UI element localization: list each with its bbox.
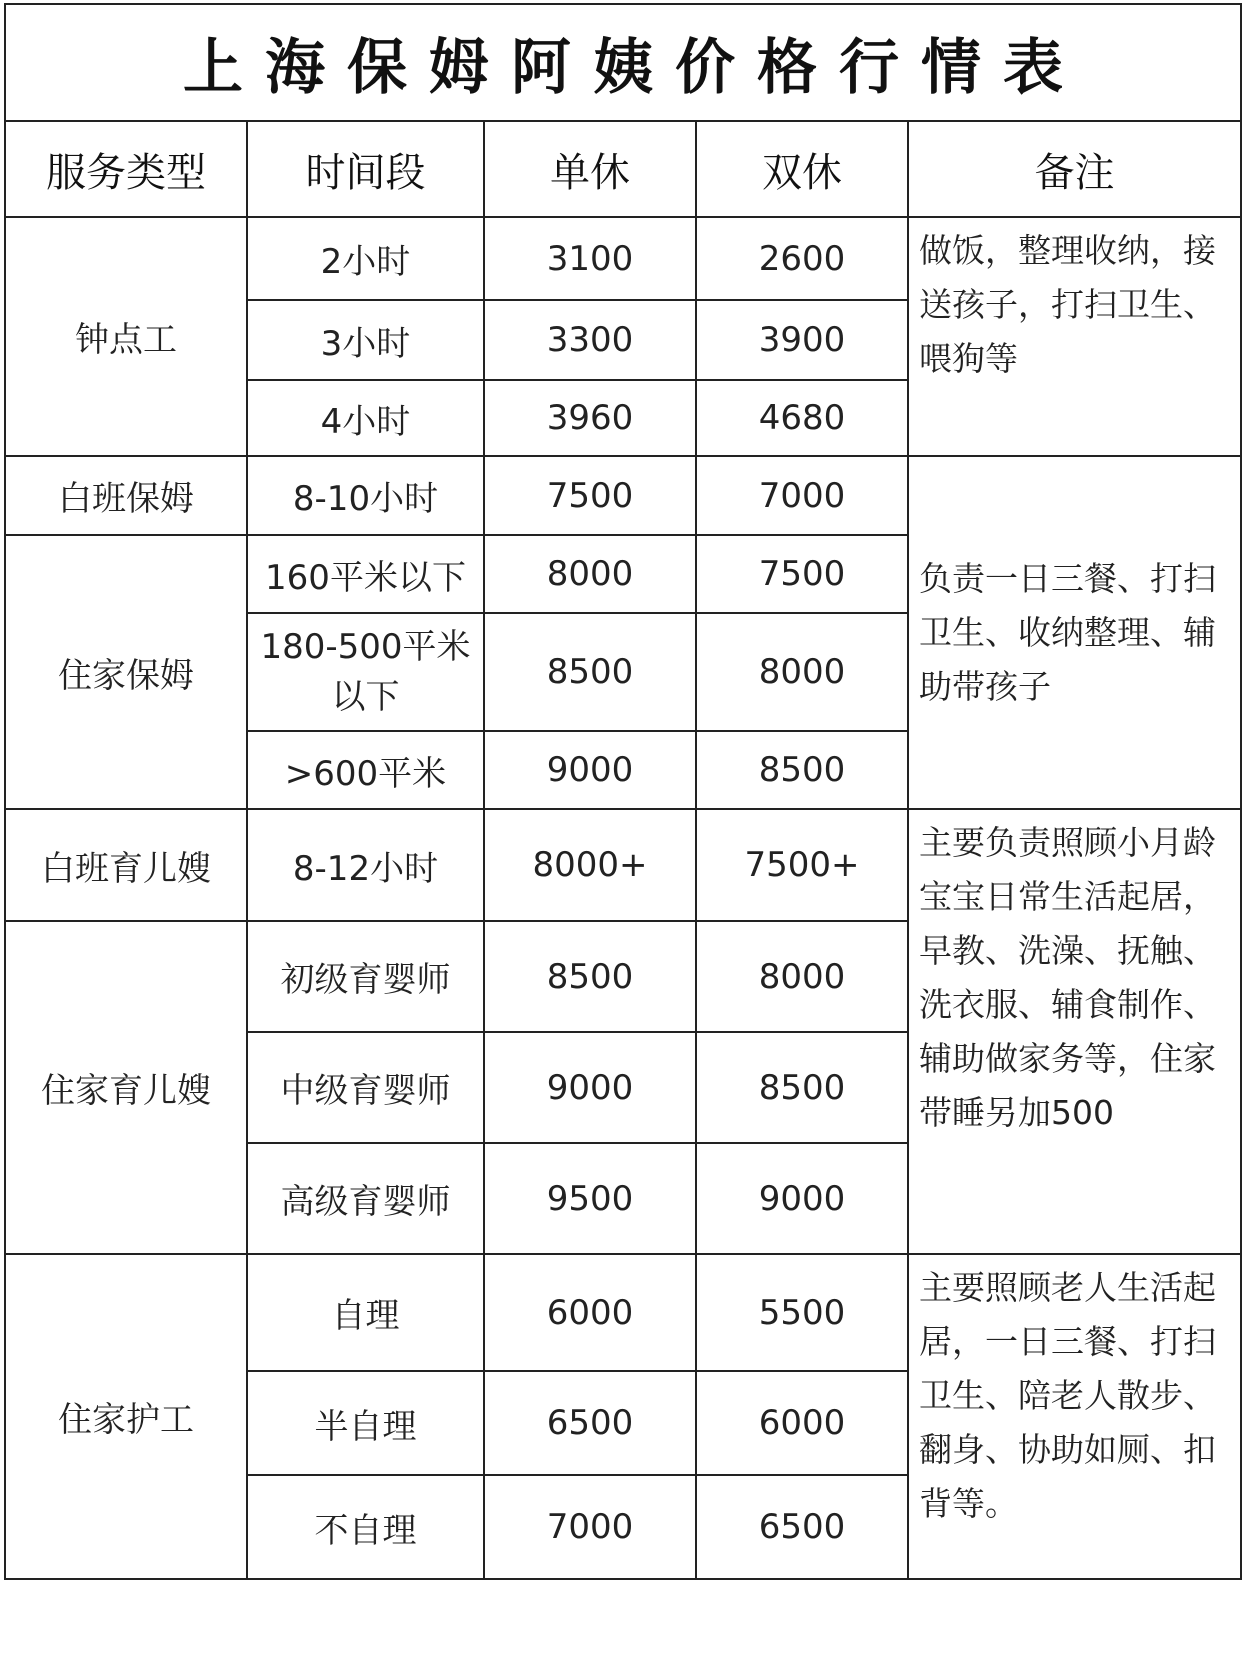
period-cell: 8-10小时	[247, 456, 484, 535]
period-cell: 3小时	[247, 300, 484, 380]
double-rest-price: 8500	[696, 1032, 908, 1143]
single-rest-price: 8000	[484, 535, 696, 613]
remark-text: 主要负责照顾小月龄宝宝日常生活起居，早教、洗澡、抚触、洗衣服、辅食制作、辅助做家务等，住家带睡另加500	[919, 823, 1216, 1132]
single-rest-price: 9500	[484, 1143, 696, 1254]
single-rest-price: 9000	[484, 731, 696, 809]
remark-cell	[908, 217, 1241, 456]
remark-text: 负责一日三餐、打扫卫生、收纳整理、辅助带孩子	[919, 558, 1216, 706]
period-cell: 160平米以下	[247, 535, 484, 613]
header-remark: 备注	[908, 121, 1241, 217]
single-rest-price: 6500	[484, 1371, 696, 1475]
remark-text: 主要照顾老人生活起居，一日三餐、打扫卫生、陪老人散步、翻身、协助如厕、扣背等。	[919, 1268, 1216, 1523]
service-type-cell: 钟点工	[5, 217, 247, 456]
table-row	[5, 1254, 1241, 1371]
page-title: 上海保姆阿姨价格行情表	[183, 32, 1086, 103]
remark-cell	[908, 1254, 1241, 1579]
header-double-rest: 双休	[696, 121, 908, 217]
double-rest-price: 7000	[696, 456, 908, 535]
double-rest-price: 7500	[696, 535, 908, 613]
period-cell: 不自理	[247, 1475, 484, 1579]
remark-cell	[908, 809, 1241, 1254]
header-period: 时间段	[247, 121, 484, 217]
table-row	[5, 809, 1241, 921]
period-cell: >600平米	[247, 731, 484, 809]
single-rest-price: 7000	[484, 1475, 696, 1579]
double-rest-price: 8500	[696, 731, 908, 809]
period-cell: 8-12小时	[247, 809, 484, 921]
title-cell	[5, 4, 1241, 121]
table-row	[5, 456, 1241, 535]
single-rest-price: 8500	[484, 613, 696, 731]
single-rest-price: 3100	[484, 217, 696, 300]
header-single-rest: 单休	[484, 121, 696, 217]
price-table	[4, 3, 1242, 1580]
period-line	[260, 622, 470, 722]
header-row	[5, 121, 1241, 217]
double-rest-price: 9000	[696, 1143, 908, 1254]
double-rest-price: 6000	[696, 1371, 908, 1475]
single-rest-price: 3300	[484, 300, 696, 380]
single-rest-price: 3960	[484, 380, 696, 456]
single-rest-price: 8500	[484, 921, 696, 1032]
single-rest-price: 9000	[484, 1032, 696, 1143]
double-rest-price: 5500	[696, 1254, 908, 1371]
double-rest-price: 2600	[696, 217, 908, 300]
period-cell: 高级育婴师	[247, 1143, 484, 1254]
period-line-2: 以下	[331, 677, 400, 717]
double-rest-price: 8000	[696, 613, 908, 731]
single-rest-price: 8000+	[484, 809, 696, 921]
remark-cell	[908, 456, 1241, 809]
double-rest-price: 4680	[696, 380, 908, 456]
period-cell	[247, 613, 484, 731]
service-type-cell: 住家保姆	[5, 535, 247, 809]
period-line-1: 180-500平米	[260, 627, 471, 667]
double-rest-price: 7500+	[696, 809, 908, 921]
double-rest-price: 6500	[696, 1475, 908, 1579]
remark-text: 做饭，整理收纳，接送孩子，打扫卫生、喂狗等	[919, 231, 1216, 378]
header-service-type: 服务类型	[5, 121, 247, 217]
table-row	[5, 217, 1241, 300]
single-rest-price: 6000	[484, 1254, 696, 1371]
double-rest-price: 8000	[696, 921, 908, 1032]
service-type-cell: 白班育儿嫂	[5, 809, 247, 921]
service-type-cell: 住家护工	[5, 1254, 247, 1579]
service-type-cell: 白班保姆	[5, 456, 247, 535]
service-type-cell: 住家育儿嫂	[5, 921, 247, 1254]
period-cell: 初级育婴师	[247, 921, 484, 1032]
period-cell: 中级育婴师	[247, 1032, 484, 1143]
single-rest-price: 7500	[484, 456, 696, 535]
period-cell: 半自理	[247, 1371, 484, 1475]
period-cell: 2小时	[247, 217, 484, 300]
period-cell: 4小时	[247, 380, 484, 456]
double-rest-price: 3900	[696, 300, 908, 380]
period-cell: 自理	[247, 1254, 484, 1371]
